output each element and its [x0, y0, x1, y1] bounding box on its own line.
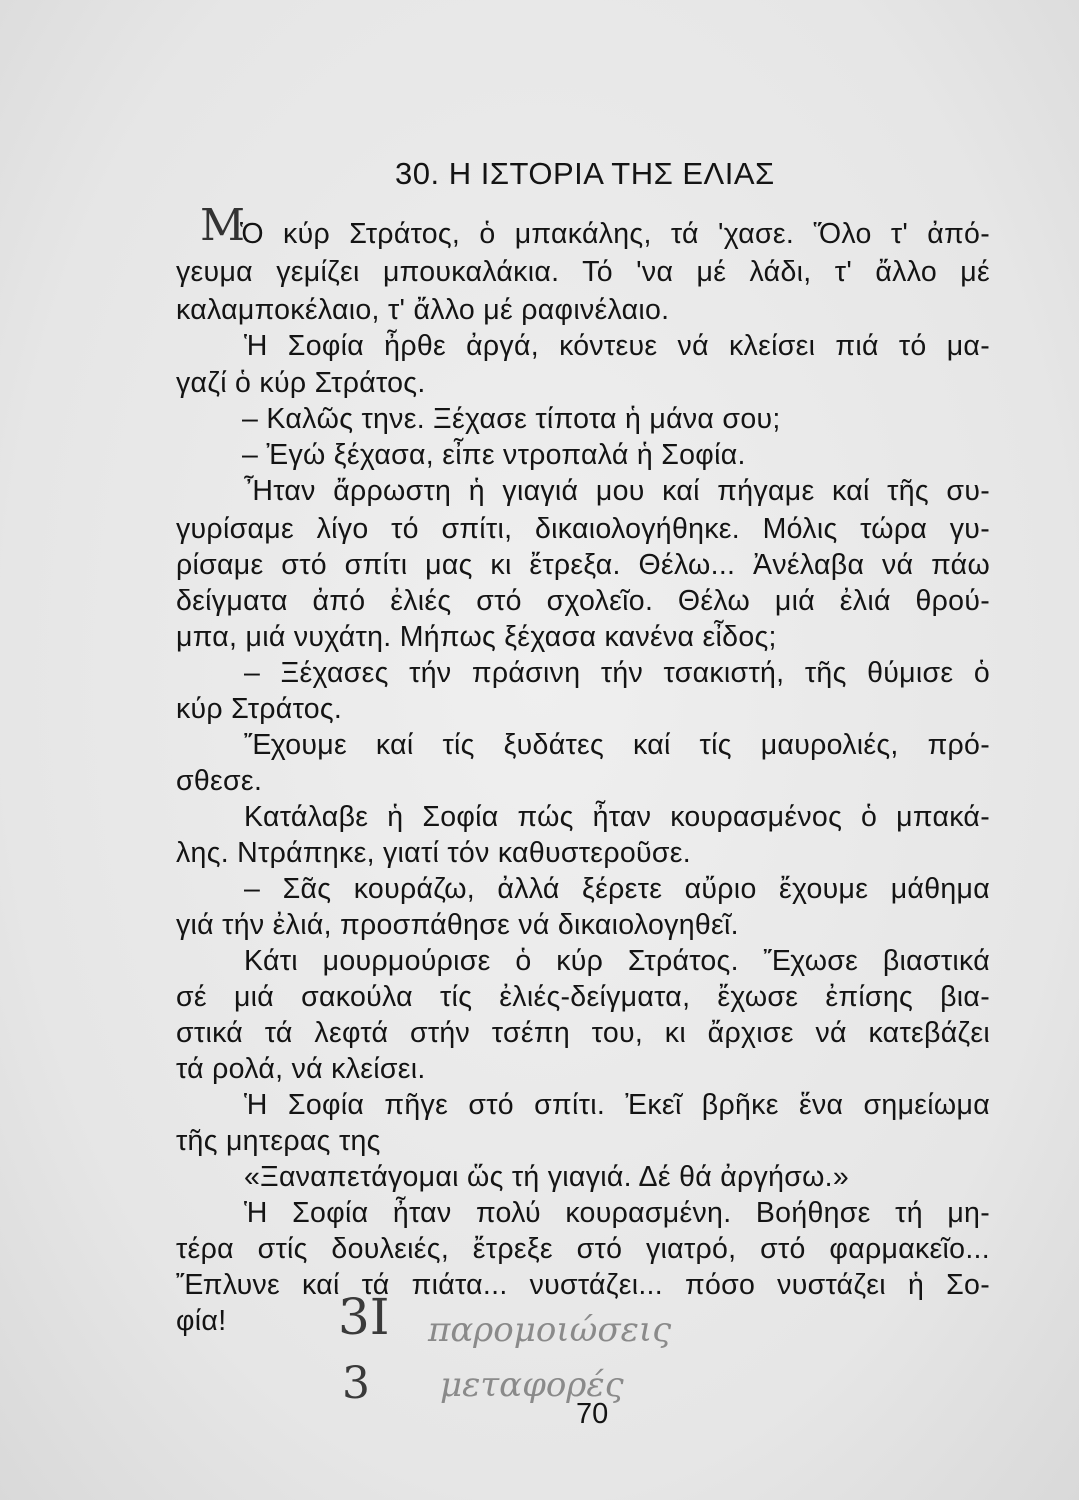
text-line: γευμα γεμίζει μπουκαλάκια. Τό 'να μέ λάδι, τ' ἄλλο μέ: [176, 256, 990, 288]
text-line: Ἔχουμε καί τίς ξυδάτες καί τίς μαυρολιές, πρό-: [244, 729, 990, 761]
text-line: λης. Ντράπηκε, γιατί τόν καθυστεροῦσε.: [176, 837, 691, 869]
text-line: Κάτι μουρμούρισε ὁ κύρ Στράτος. Ἔχωσε βιαστικά: [244, 945, 990, 977]
text-line: φία!: [176, 1305, 227, 1337]
text-line: γιά τήν ἐλιά, προσπάθησε νά δικαιολογηθεῖ.: [176, 909, 739, 941]
text-line: Ἡ Σοφία ἦταν πολύ κουρασμένη. Βοήθησε τή μη-: [244, 1197, 990, 1229]
text-line: «Ξαναπετάγομαι ὥς τή γιαγιά. Δέ θά ἀργήσω.»: [244, 1161, 850, 1193]
text-line: ρίσαμε στό σπίτι μας κι ἔτρεξα. Θέλω... Ἀνέλαβα νά πάω: [176, 549, 990, 581]
text-line: Ἔπλυνε καί τά πιάτα... νυστάζει... πόσο νυστάζει ἡ Σο-: [176, 1269, 990, 1301]
text-line: – Ξέχασες τήν πράσινη τήν τσακιστή, τῆς θύμισε ὁ: [244, 657, 990, 689]
text-line: στικά τά λεφτά στήν τσέπη του, κι ἄρχισε νά κατεβάζει: [176, 1017, 990, 1049]
text-line: Ὁ κύρ Στράτος, ὁ μπακάλης, τά 'χασε. Ὅλο τ' ἀπό-: [240, 218, 990, 250]
handwritten-note-text-2: μεταφορές: [440, 1365, 624, 1405]
text-line: κύρ Στράτος.: [176, 693, 343, 725]
text-line: καλαμποκέλαιο, τ' ἄλλο μέ ραφινέλαιο.: [176, 294, 670, 326]
handwritten-note-number-1: 3Ι: [338, 1288, 390, 1346]
text-line: σθεσε.: [176, 765, 263, 797]
text-line: μπα, μιά νυχάτη. Μήπως ξέχασα κανένα εἶδος;: [176, 621, 777, 653]
text-line: γυρίσαμε λίγο τό σπίτι, δικαιολογήθηκε. Μόλις τώρα γυ-: [176, 513, 990, 545]
page-number: 70: [576, 1398, 609, 1430]
text-line: γαζί ὁ κύρ Στράτος.: [176, 367, 426, 399]
text-line: σέ μιά σακούλα τίς ἐλιές-δείγματα, ἔχωσε ἐπίσης βια-: [176, 981, 990, 1013]
handwritten-margin-initial: Μ: [200, 200, 246, 251]
text-line: τά ρολά, νά κλείσει.: [176, 1053, 426, 1085]
text-line: – Καλῶς τηνε. Ξέχασε τίποτα ἡ μάνα σου;: [242, 403, 781, 435]
text-line: Ἦταν ἄρρωστη ἡ γιαγιά μου καί πήγαμε καί τῆς συ-: [244, 475, 990, 507]
text-line: τῆς μητερας της: [176, 1125, 381, 1157]
text-line: τέρα στίς δουλειές, ἔτρεξε στό γιατρό, στό φαρμακεῖο...: [176, 1233, 990, 1265]
text-line: Ἡ Σοφία πῆγε στό σπίτι. Ἐκεῖ βρῆκε ἕνα σημείωμα: [244, 1089, 990, 1121]
handwritten-note-text-1: παρομοιώσεις: [428, 1310, 672, 1350]
chapter-title: 30. Η ΙΣΤΟΡΙΑ ΤΗΣ ΕΛΙΑΣ: [395, 156, 775, 191]
text-line: Κατάλαβε ἡ Σοφία πώς ἦταν κουρασμένος ὁ μπακά-: [244, 801, 990, 833]
text-line: Ἡ Σοφία ἦρθε ἀργά, κόντευε νά κλείσει πιά τό μα-: [244, 330, 990, 362]
text-line: – Σᾶς κουράζω, ἀλλά ξέρετε αὔριο ἔχουμε μάθημα: [244, 873, 990, 905]
text-line: – Ἐγώ ξέχασα, εἶπε ντροπαλά ἡ Σοφία.: [242, 439, 746, 471]
text-line: δείγματα ἀπό ἐλιές στό σχολεῖο. Θέλω μιά ἐλιά θρού-: [176, 585, 990, 617]
handwritten-note-number-2: 3: [342, 1358, 370, 1409]
